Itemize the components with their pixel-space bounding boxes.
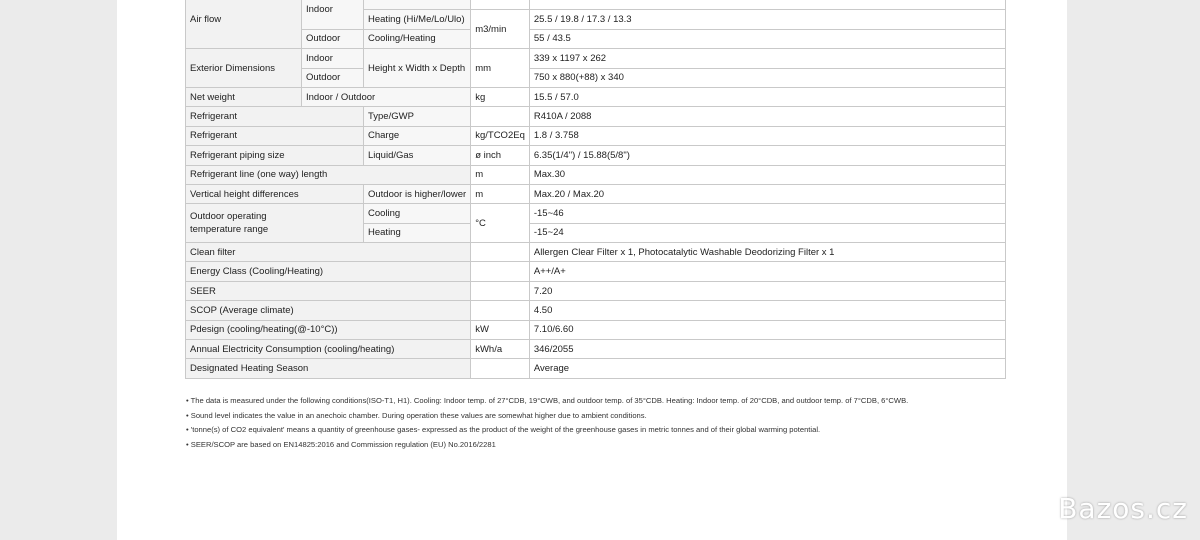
unit-cell: m3/min <box>471 10 530 49</box>
unit-cell <box>471 281 530 300</box>
row-label: Net weight <box>186 87 302 106</box>
table-row <box>186 68 1006 87</box>
value-cell: R410A / 2088 <box>529 107 1005 126</box>
value-cell: A++/A+ <box>529 262 1005 281</box>
unit-cell: ø inch <box>471 146 530 165</box>
unit-cell: mm <box>471 49 530 88</box>
unit-cell: kg <box>471 87 530 106</box>
row-label-line: temperature range <box>190 224 269 236</box>
value-cell: 25.5 / 19.8 / 17.3 / 13.3 <box>529 10 1005 29</box>
sub-label: Cooling <box>364 204 471 223</box>
row-label: Clean filter <box>186 243 471 262</box>
footnote: • 'tonne(s) of CO2 equivalent' means a quantity of greenhouse gases- expressed as the product of the weight of the greenhouse gases in metric tonnes and of their global warming potential. <box>186 425 821 434</box>
unit-cell <box>471 359 530 378</box>
table-row <box>186 184 1006 203</box>
row-label: Refrigerant piping size <box>186 146 364 165</box>
sub-label: Heating (Hi/Me/Lo/Ulo) <box>364 10 471 29</box>
table-row <box>186 49 1006 68</box>
row-label: Designated Heating Season <box>186 359 471 378</box>
value-cell: 750 x 880(+88) x 340 <box>529 68 1005 87</box>
table-row <box>186 107 1006 126</box>
row-label-line: Outdoor operating <box>190 211 267 223</box>
watermark-text: Bazos.cz <box>1058 491 1188 525</box>
spec-table <box>185 0 1006 379</box>
value-cell: 1.8 / 3.758 <box>529 126 1005 145</box>
unit-cell: kWh/a <box>471 340 530 359</box>
sub-label: Outdoor <box>302 29 364 48</box>
sub-label: Indoor <box>302 49 364 68</box>
footnote: • SEER/SCOP are based on EN14825:2016 and Commission regulation (EU) No.2016/2281 <box>186 439 496 449</box>
sub-label: Charge <box>364 126 471 145</box>
row-label: Energy Class (Cooling/Heating) <box>186 262 471 281</box>
sub-label: Indoor / Outdoor <box>302 87 471 106</box>
value-cell: Allergen Clear Filter x 1, Photocatalytic Washable Deodorizing Filter x 1 <box>529 243 1005 262</box>
value-cell: Max.30 <box>529 165 1005 184</box>
table-row <box>186 204 1006 223</box>
value-cell: 4.50 <box>529 301 1005 320</box>
table-row <box>186 281 1006 300</box>
row-label: Pdesign (cooling/heating(@-10°C)) <box>186 320 471 339</box>
row-label: Vertical height differences <box>186 184 364 203</box>
unit-cell: kW <box>471 320 530 339</box>
table-row <box>186 243 1006 262</box>
sub-label: Outdoor <box>302 68 364 87</box>
row-label: Exterior Dimensions <box>186 49 302 88</box>
row-label: Refrigerant <box>186 107 364 126</box>
value-cell: Max.20 / Max.20 <box>529 184 1005 203</box>
sub-label: Liquid/Gas <box>364 146 471 165</box>
unit-cell: m <box>471 184 530 203</box>
value-cell: 346/2055 <box>529 340 1005 359</box>
row-label: Refrigerant line (one way) length <box>186 165 471 184</box>
sub-label: Cooling/Heating <box>364 29 471 48</box>
value-cell: 15.5 / 57.0 <box>529 87 1005 106</box>
table-row <box>186 146 1006 165</box>
unit-cell: kg/TCO2Eq <box>471 126 530 145</box>
table-row <box>186 320 1006 339</box>
table-row <box>186 340 1006 359</box>
row-label: SCOP (Average climate) <box>186 301 471 320</box>
table-row <box>186 359 1006 378</box>
table-row <box>186 301 1006 320</box>
table-row <box>186 87 1006 106</box>
value-cell: 6.35(1/4") / 15.88(5/8") <box>529 146 1005 165</box>
value-cell: 7.10/6.60 <box>529 320 1005 339</box>
sub-label: Heating <box>364 223 471 242</box>
row-label: Annual Electricity Consumption (cooling/heating) <box>186 340 471 359</box>
unit-cell <box>471 301 530 320</box>
value-cell: 339 x 1197 x 262 <box>529 49 1005 68</box>
table-row <box>186 0 1006 10</box>
footnote: • The data is measured under the following conditions(ISO-T1, H1). Cooling: Indoor temp. of 27°CDB, 19°CWB, and outdoor temp. of 35°CDB. Heating: Indoor temp. of 20°CDB, and outdoor temp. of 7°CDB, 6°CWB. <box>186 396 909 405</box>
sub-label: Indoor <box>302 0 364 29</box>
row-label <box>186 204 364 243</box>
value-cell: 7.20 <box>529 281 1005 300</box>
value-cell: -15~24 <box>529 223 1005 242</box>
footnote: • Sound level indicates the value in an anechoic chamber. During operation these values are somewhat higher due to ambient conditions. <box>186 410 647 420</box>
value-cell: Average <box>529 359 1005 378</box>
table-row <box>186 126 1006 145</box>
row-label: Refrigerant <box>186 126 364 145</box>
table-row <box>186 29 1006 48</box>
table-row <box>186 262 1006 281</box>
unit-cell: m <box>471 165 530 184</box>
sub-label: Type/GWP <box>364 107 471 126</box>
value-cell: 55 / 43.5 <box>529 29 1005 48</box>
watermark <box>1014 490 1188 526</box>
unit-cell <box>471 243 530 262</box>
row-label: Air flow <box>186 0 302 49</box>
value-cell <box>529 0 1005 10</box>
bazos-logo-icon <box>1014 490 1054 526</box>
unit-cell <box>471 0 530 10</box>
unit-cell <box>471 107 530 126</box>
sub-label: Outdoor is higher/lower <box>364 184 471 203</box>
row-label: SEER <box>186 281 471 300</box>
sub-label <box>364 0 471 10</box>
unit-cell: °C <box>471 204 530 243</box>
unit-cell <box>471 262 530 281</box>
footnotes <box>186 394 908 452</box>
value-cell: -15~46 <box>529 204 1005 223</box>
table-row <box>186 165 1006 184</box>
sub-label: Height x Width x Depth <box>364 49 471 88</box>
